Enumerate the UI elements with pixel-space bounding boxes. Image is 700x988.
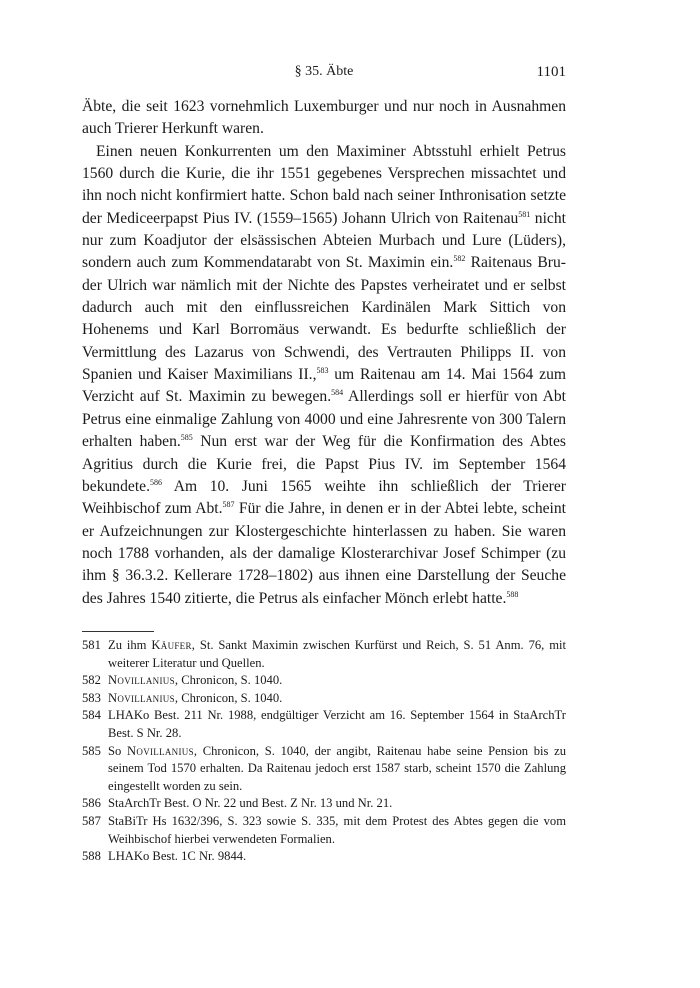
author-name: Novillanius xyxy=(108,690,175,705)
footnote-number: 587 xyxy=(82,813,101,828)
paragraph-2 xyxy=(82,141,566,610)
text-segment: Raitenaus Bruder Ulrich war nämlich mit der Nichte des Papstes verheiratet und er selbst dadurch auch mit den einflussreichen Kardinälen Mark Sittich von Hohenems und Karl Borromäus verwandt. Es bedurfte schließlich der Vermittlung des Lazarus von Schwendi, des Vertrauten Philipps II. von Spanien und Kaiser Maximilians II., xyxy=(82,254,566,384)
page-number: 1101 xyxy=(536,64,566,80)
footnote-ref-583[interactable]: 583 xyxy=(316,366,329,376)
footnote-text: , St. Sankt Maximin zwischen Kurfürst und Reich, S. 51 Anm. 76, mit weiterer Literatur und Quellen. xyxy=(108,638,566,670)
footnote-text: , Chronicon, S. 1040. xyxy=(174,690,283,705)
footnote-ref-582[interactable]: 582 xyxy=(453,254,466,264)
running-header xyxy=(82,64,566,84)
footnote-number: 585 xyxy=(82,743,101,758)
footnote-number: 581 xyxy=(82,638,101,652)
author-name: Käufer xyxy=(151,638,192,652)
section-title: § 35. Äbte xyxy=(294,64,354,79)
text-segment: Am 10. Juni 1565 weihte ihn schließlich der Trierer Weihbischof zum Abt. xyxy=(82,477,566,518)
paragraph-1: Äbte, die seit 1623 vornehmlich Luxemburger und nur noch in Ausnahmen auch Trierer Herkunft waren. xyxy=(82,98,566,138)
footnote-number: 586 xyxy=(82,796,101,811)
footnote-number: 582 xyxy=(82,673,101,688)
footnote-text: StaArchTr Best. O Nr. 22 und Best. Z Nr. 13 und Nr. 21. xyxy=(108,796,393,811)
footnote xyxy=(82,813,566,848)
footnote xyxy=(82,743,566,796)
author-name: Novillanius xyxy=(127,743,194,758)
footnote-number: 583 xyxy=(82,690,101,705)
main-text xyxy=(82,96,566,610)
footnote-ref-588[interactable]: 588 xyxy=(506,589,519,599)
text-segment: Nun erst war der Weg für die Konfirmation des Abtes Agritius durch die Kurie frei, die Papst Pius IV. im September 1564 bekundete. xyxy=(82,433,567,495)
footnote-text: , Chronicon, S. 1040, der angibt, Raitenau habe seine Pension bis zu seinem Tod 1570 erhalten. Da Raitenau jedoch erst 1587 starb, scheint 1570 die Zahlung eingestellt worden zu sein. xyxy=(108,743,567,793)
text-segment: nicht nur zum Koadjutor der elsässischen Abteien Murbach und Lure (Lüders), sondern auch zum Kommendatarabt von St. Maximin ein. xyxy=(82,209,566,272)
footnote xyxy=(82,848,566,866)
footnote-ref-586[interactable]: 586 xyxy=(149,477,162,487)
text-segment: Einen neuen Konkurrenten um den Maximiner Abtsstuhl erhielt Petrus 1560 durch die Kurie, die ihr 1551 gegebenes Versprechen missachtet und ihn noch nicht konfirmiert hatte. Schon bald nach seiner Inthronisation setzte der Mediceerpapst Pius IV. (1559–1565) Johann Ulrich von Raitenau xyxy=(82,142,566,227)
footnote xyxy=(82,707,566,742)
footnote-ref-581[interactable]: 581 xyxy=(518,209,531,219)
footnote xyxy=(82,795,566,813)
text-segment: Allerdings soll er hierfür von Abt Petrus eine einmalige Zahlung von 4000 und eine Jahresrente von 300 Talern erhalten haben. xyxy=(82,388,566,451)
footnote-text: So xyxy=(108,743,127,758)
footnote-ref-587[interactable]: 587 xyxy=(222,500,235,510)
author-name: Novillanius xyxy=(108,673,175,688)
footnote-text: StaBiTr Hs 1632/396, S. 323 sowie S. 335, mit dem Protest des Abtes gegen die vom Weihbischof hierbei verwendeten Formalien. xyxy=(108,813,566,846)
footnote-ref-584[interactable]: 584 xyxy=(331,388,344,398)
footnote-ref-585[interactable]: 585 xyxy=(180,433,193,443)
footnote-number: 584 xyxy=(82,708,101,723)
text-segment: um Raitenau am 14. Mai 1564 zum Verzicht auf St. Maximin zu bewegen. xyxy=(82,366,566,406)
text-segment: Für die Jahre, in denen er in der Abtei lebte, scheint er Aufzeichnungen zur Klostergeschichte hinterlassen zu haben. Sie waren noch 1788 vorhanden, als der damalige Klosterarchivar Josef Schimper (zu ihm § 36.3.2. Kellerare 1728–1802) aus ihnen eine Darstellung der Seuche des Jahres 1540 zitierte, die Petrus als einfacher Mönch erlebt hatte. xyxy=(82,500,567,607)
footnote-text: LHAKo Best. 211 Nr. 1988, endgültiger Verzicht am 16. September 1564 in StaArchTr Best. S Nr. 28. xyxy=(108,708,566,740)
footnotes xyxy=(82,637,566,866)
footnote-number: 588 xyxy=(82,849,101,864)
footnote-separator xyxy=(82,631,154,632)
footnote xyxy=(82,690,566,708)
footnote-text: , Chronicon, S. 1040. xyxy=(174,673,283,688)
footnote-text: Zu ihm xyxy=(108,638,152,652)
footnote xyxy=(82,672,566,690)
footnote-text: LHAKo Best. 1C Nr. 9844. xyxy=(108,849,247,864)
footnote xyxy=(82,637,566,672)
